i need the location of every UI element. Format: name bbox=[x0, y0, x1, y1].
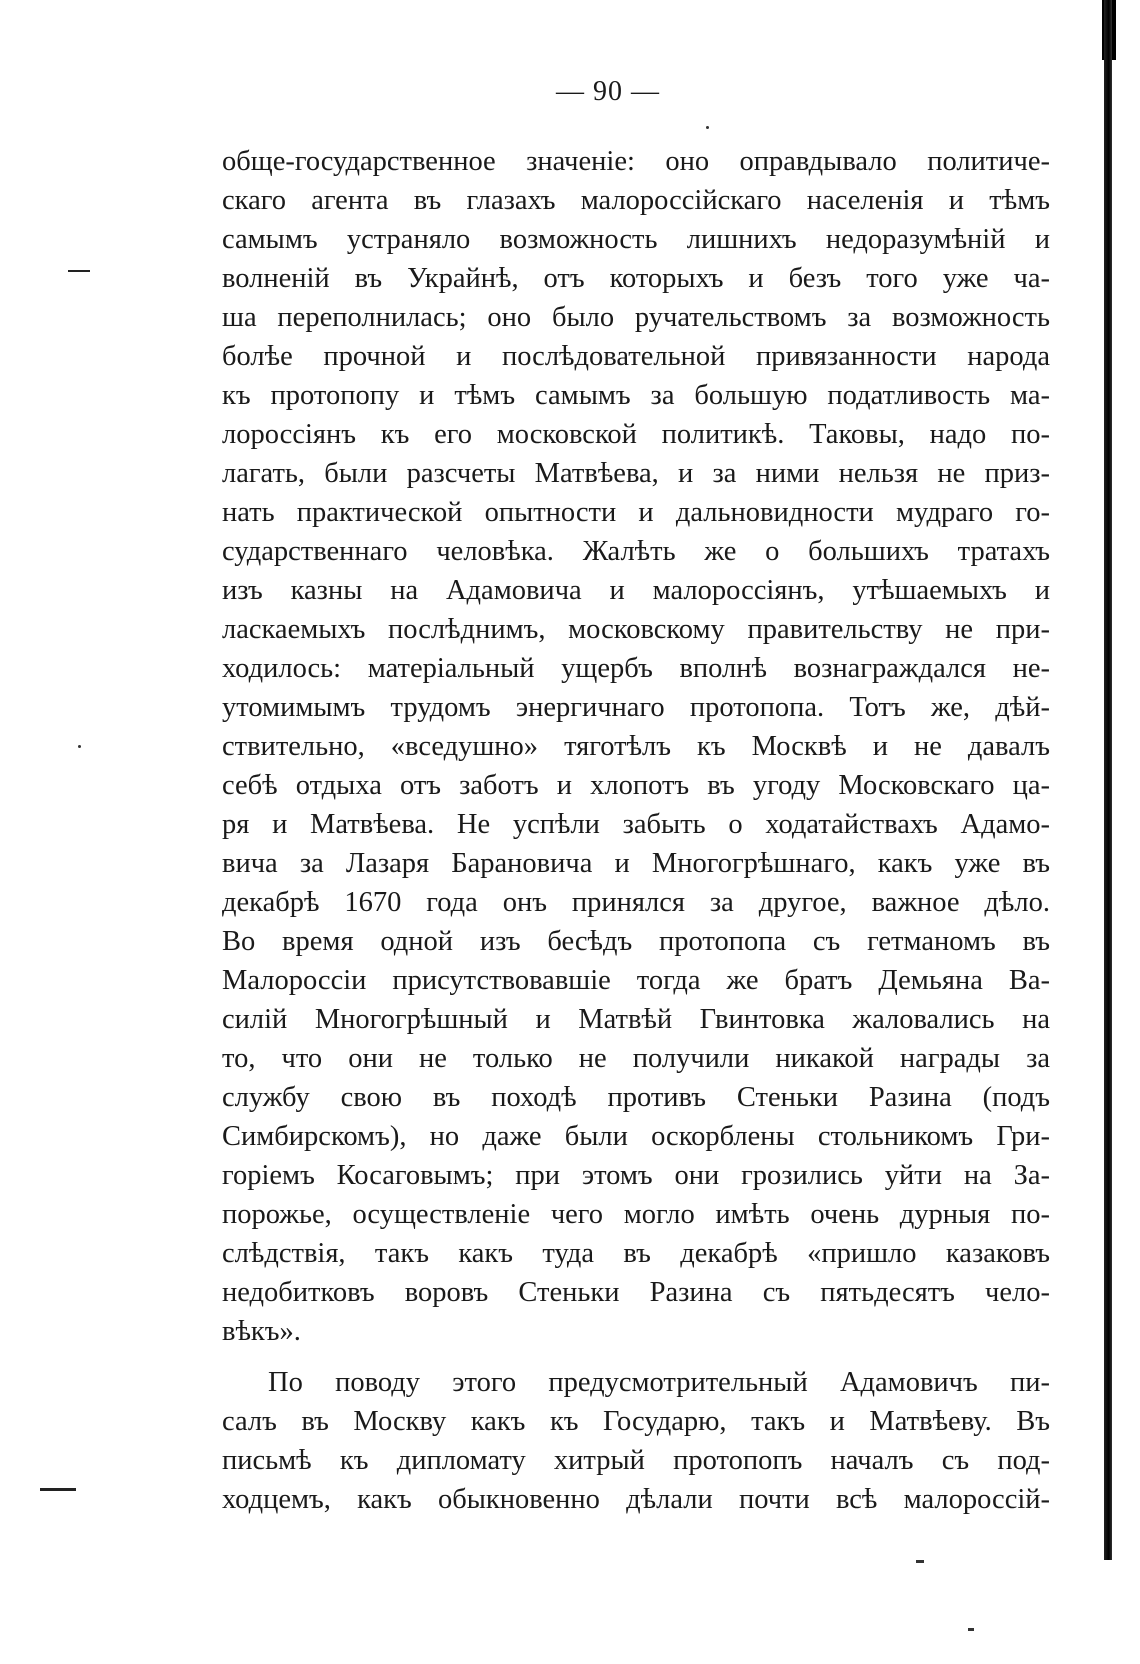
text-line: недобитковъ воровъ Стеньки Разина съ пятьдесятъ чело- bbox=[222, 1277, 1050, 1308]
paragraph bbox=[222, 1363, 1050, 1519]
paragraph-gap bbox=[222, 1351, 1050, 1363]
text-line: себѣ отдыха отъ заботъ и хлопотъ въ угоду Московскаго ца- bbox=[222, 770, 1050, 801]
text-line: къ протопопу и тѣмъ самымъ за большую податливость ма- bbox=[222, 380, 1050, 411]
text-line: ша переполнилась; оно было ручательствомъ за возможность bbox=[222, 302, 1050, 333]
text-line: скаго агента въ глазахъ малороссійскаго населенія и тѣмъ bbox=[222, 185, 1050, 216]
text-line: слѣдствія, такъ какъ туда въ декабрѣ «пришло казаковъ bbox=[222, 1238, 1050, 1269]
text-line: изъ казны на Адамовича и малороссіянъ, утѣшаемыхъ и bbox=[222, 575, 1050, 606]
text-line: Во время одной изъ бесѣдъ протопопа съ гетманомъ въ bbox=[222, 926, 1050, 957]
text-line: волненій въ Украйнѣ, отъ которыхъ и безъ того уже ча- bbox=[222, 263, 1050, 294]
text-line: декабрѣ 1670 года онъ принялся за другое, важное дѣло. bbox=[222, 887, 1050, 918]
text-line: то, что они не только не получили никакой награды за bbox=[222, 1043, 1050, 1074]
text-line: самымъ устраняло возможность лишнихъ недоразумѣній и bbox=[222, 224, 1050, 255]
page-number: — 90 — bbox=[556, 76, 660, 107]
paragraph bbox=[222, 142, 1050, 1351]
text-line: лороссіянъ къ его московской политикѣ. Таковы, надо по- bbox=[222, 419, 1050, 450]
text-line: По поводу этого предусмотрительный Адамовичъ пи- bbox=[268, 1367, 1050, 1398]
text-line: утомимымъ трудомъ энергичнаго протопопа. Тотъ же, дѣй- bbox=[222, 692, 1050, 723]
text-line: порожье, осуществленіе чего могло имѣть очень дурныя по- bbox=[222, 1199, 1050, 1230]
text-line: ря и Матвѣева. Не успѣли забыть о ходатайствахъ Адамо- bbox=[222, 809, 1050, 840]
scan-speck bbox=[968, 1628, 974, 1631]
scan-edge-shadow bbox=[1104, 0, 1112, 1560]
scan-speck bbox=[916, 1560, 924, 1563]
text-line: Малороссіи присутствовавшіе тогда же братъ Демьяна Ва- bbox=[222, 965, 1050, 996]
text-line: нать практической опытности и дальновидности мудраго го- bbox=[222, 497, 1050, 528]
page-body bbox=[222, 142, 1050, 1519]
text-line: вѣкъ». bbox=[222, 1316, 301, 1347]
margin-mark-upper bbox=[68, 270, 90, 272]
text-line: горіемъ Косаговымъ; при этомъ они грозились уйти на За- bbox=[222, 1160, 1050, 1191]
text-line: обще-государственное значеніе: оно оправдывало политиче- bbox=[222, 146, 1050, 177]
text-line: письмѣ къ дипломату хитрый протопопъ началъ съ под- bbox=[222, 1445, 1050, 1476]
text-line: ходилось: матеріальный ущербъ вполнѣ вознаграждался не- bbox=[222, 653, 1050, 684]
text-line: ствительно, «вседушно» тяготѣлъ къ Москвѣ и не давалъ bbox=[222, 731, 1050, 762]
text-line: болѣе прочной и послѣдовательной привязанности народа bbox=[222, 341, 1050, 372]
text-line: ходцемъ, какъ обыкновенно дѣлали почти всѣ малороссій- bbox=[222, 1484, 1050, 1515]
text-line: вича за Лазаря Барановича и Многогрѣшнаго, какъ уже въ bbox=[222, 848, 1050, 879]
text-line: Симбирскомъ), но даже были оскорблены стольникомъ Гри- bbox=[222, 1121, 1050, 1152]
text-line: ласкаемыхъ послѣднимъ, московскому правительству не при- bbox=[222, 614, 1050, 645]
text-line: лагать, были разсчеты Матвѣева, и за ними нельзя не приз- bbox=[222, 458, 1050, 489]
text-line: силій Многогрѣшный и Матвѣй Гвинтовка жаловались на bbox=[222, 1004, 1050, 1035]
scan-speck bbox=[706, 126, 709, 129]
scan-speck bbox=[78, 745, 81, 748]
margin-mark-lower bbox=[40, 1488, 76, 1491]
text-line: сударственнаго человѣка. Жалѣть же о большихъ тратахъ bbox=[222, 536, 1050, 567]
text-line: службу свою въ походѣ противъ Стеньки Разина (подъ bbox=[222, 1082, 1050, 1113]
text-line: салъ въ Москву какъ къ Государю, такъ и Матвѣеву. Въ bbox=[222, 1406, 1050, 1437]
